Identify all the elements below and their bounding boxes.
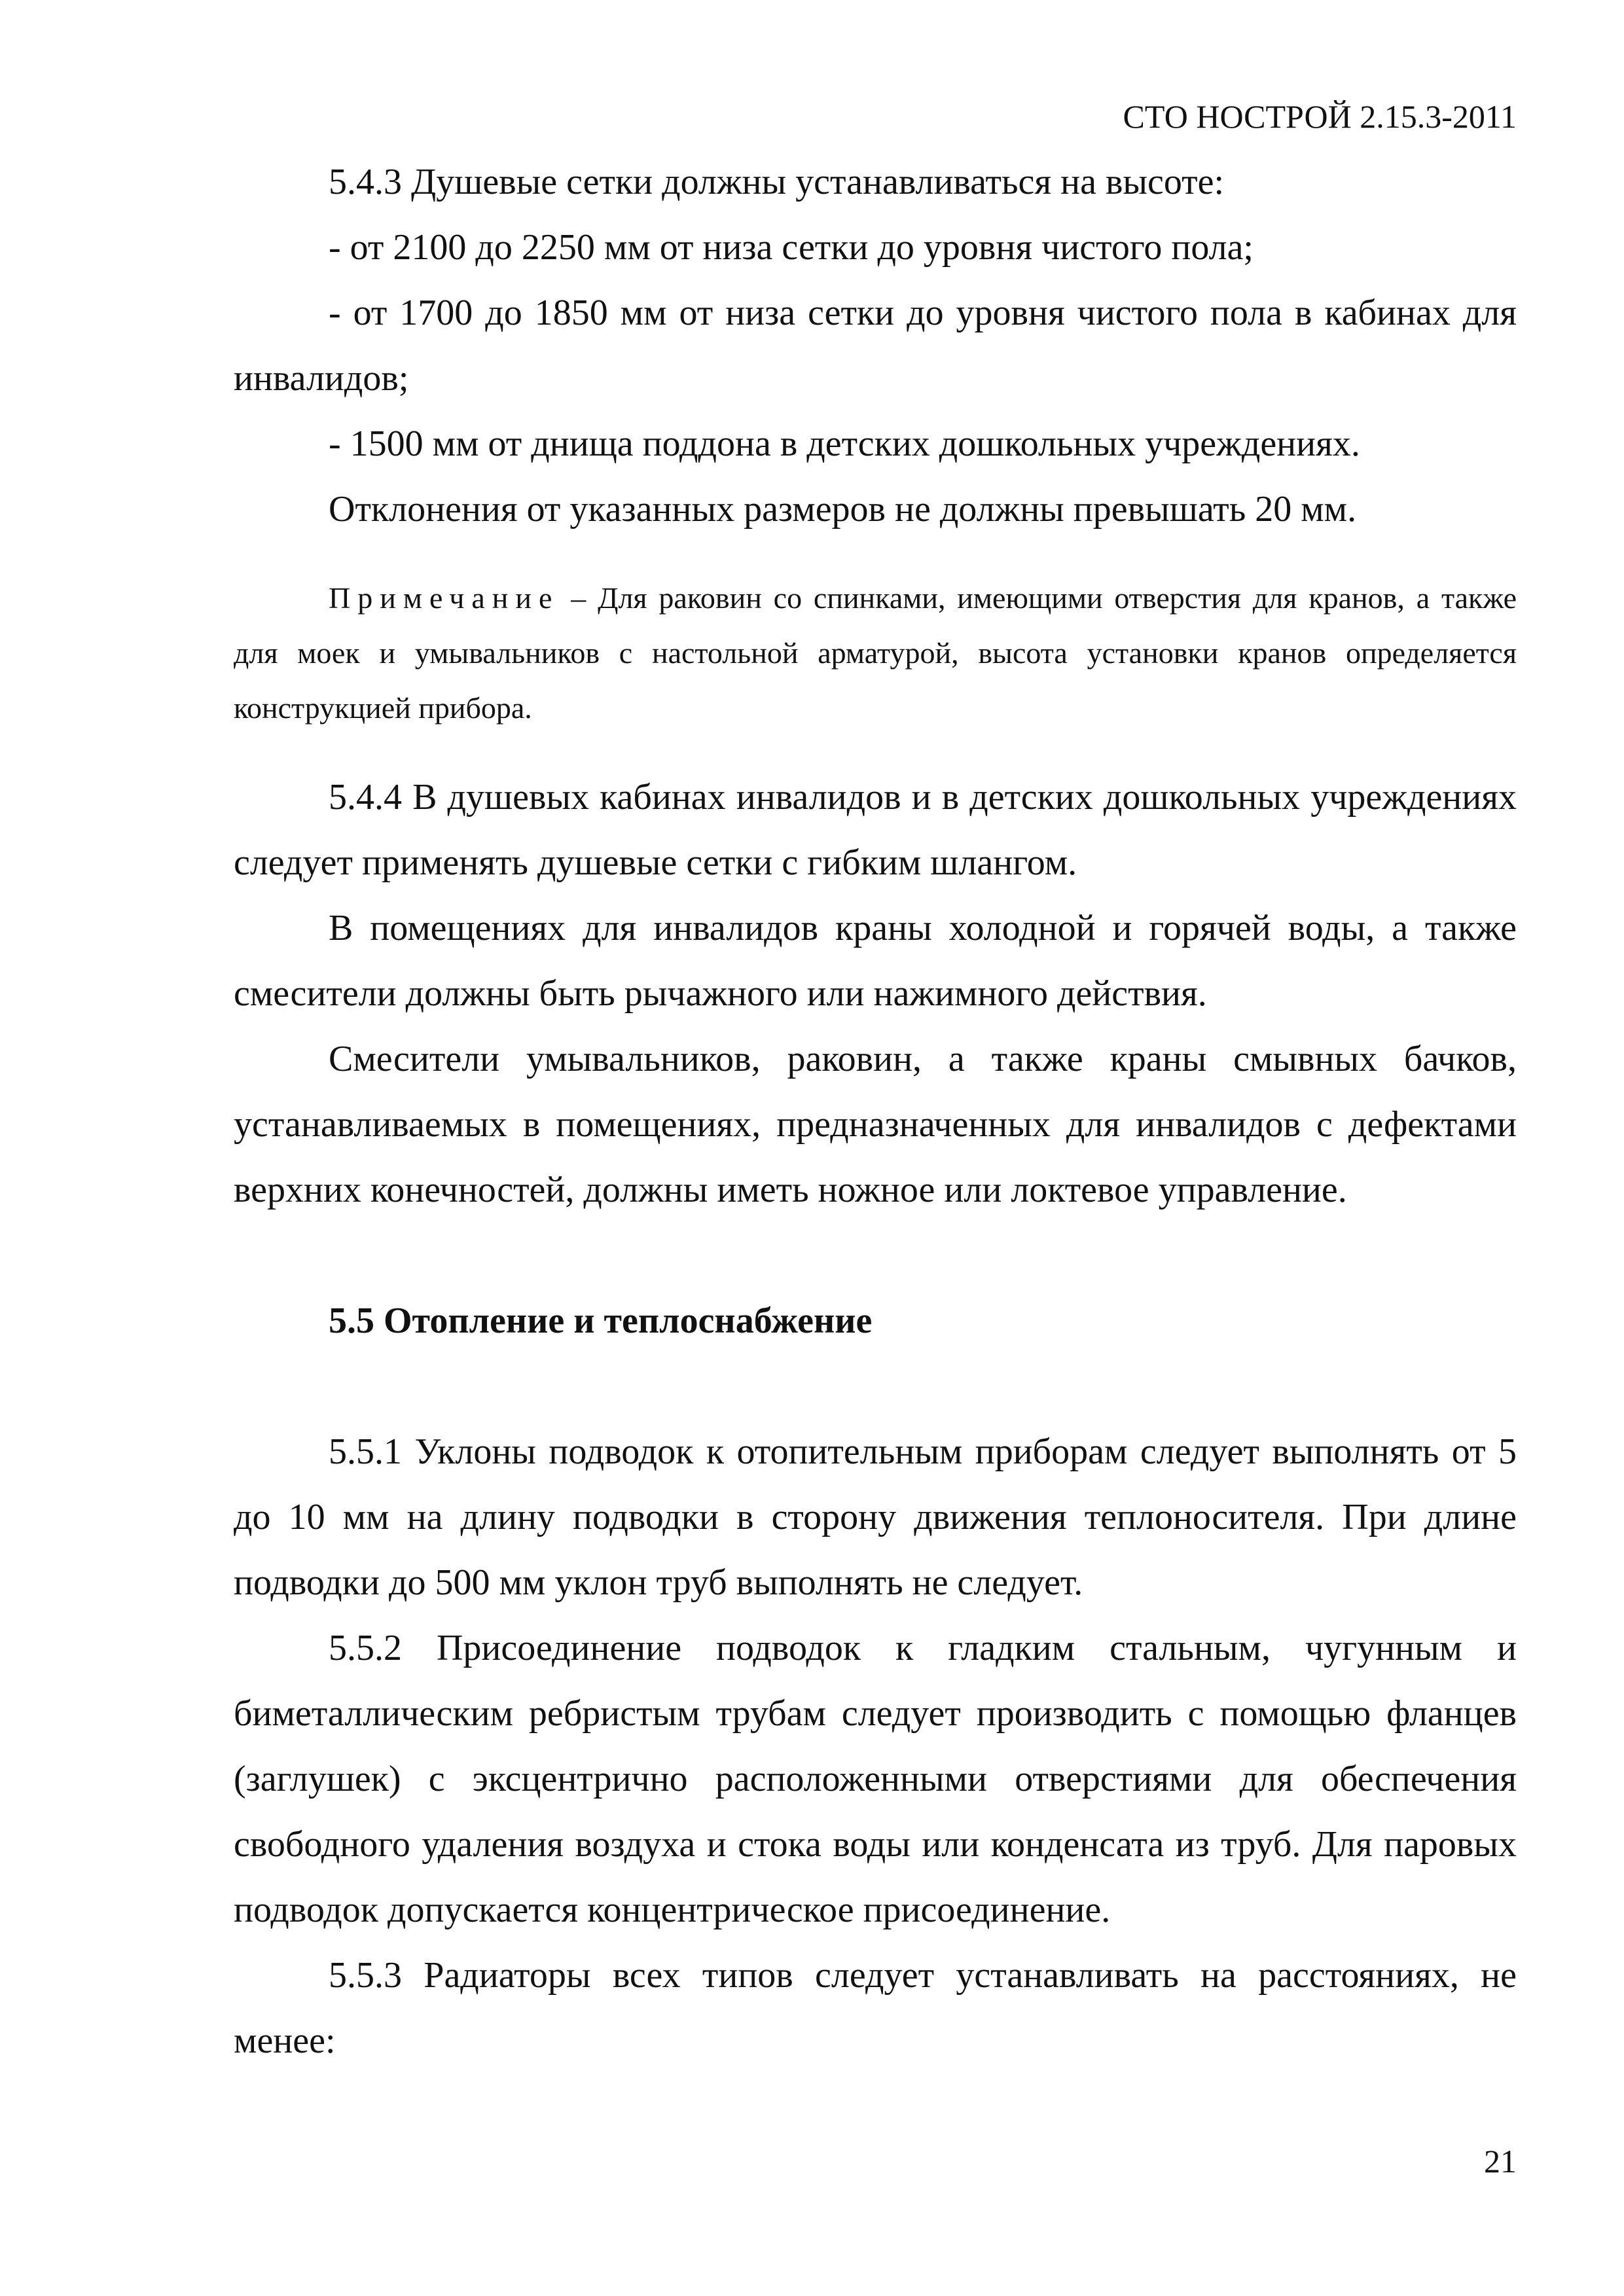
paragraph-5-5-2: 5.5.2 Присоединение подводок к гладким стальным, чугунным и биметаллическим ребристым трубам следует производить с помощью фланцев (заглушек) с эксцентрично расположенными отверстиями для обеспечения свободного удаления воздуха и стока воды или конденсата из труб. Для паровых подводок допускается концентрическое присоединение. (234, 1628, 1517, 1930)
paragraph-5-4-3: 5.4.3 Душевые сетки должны устанавливаться на высоте: (329, 162, 1225, 202)
page-number: 21 (1484, 2143, 1517, 2179)
list-item-height-1: - от 2100 до 2250 мм от низа сетки до уровня чистого пола; (329, 227, 1254, 268)
list-item-height-3: - 1500 мм от днища поддона в детских дошкольных учреждениях. (329, 423, 1360, 464)
page-content (234, 149, 1517, 2073)
paragraph-5-5-3: 5.5.3 Радиаторы всех типов следует устанавливать на расстояниях, не менее: (234, 1955, 1517, 2061)
note-text: – Для раковин со спинками, имеющими отверстия для кранов, а также для моек и умывальников с настольной арматурой, высота установки кранов определяется конструкцией прибора. (234, 581, 1517, 725)
page-header: СТО НОСТРОЙ 2.15.3-2011 (1123, 98, 1517, 135)
list-item-height-2: - от 1700 до 1850 мм от низа сетки до уровня чистого пола в кабинах для инвалидов; (234, 293, 1517, 399)
paragraph-5-4-4: 5.4.4 В душевых кабинах инвалидов и в детских дошкольных учреждениях следует применять душевые сетки с гибким шлангом. (234, 777, 1517, 883)
note-label: Примечание (329, 581, 560, 615)
note (234, 571, 1517, 736)
paragraph-5-4-4-mixers: Смесители умывальников, раковин, а также краны смывных бачков, устанавливаемых в помещениях, предназначенных для инвалидов с дефектами верхних конечностей, должны иметь ножное или локтевое управление. (234, 1039, 1517, 1210)
paragraph-5-4-4-taps: В помещениях для инвалидов краны холодной и горячей воды, а также смесители должны быть рычажного или нажимного действия. (234, 908, 1517, 1014)
paragraph-5-5-1: 5.5.1 Уклоны подводок к отопительным приборам следует выполнять от 5 до 10 мм на длину подводки в сторону движения теплоносителя. При длине подводки до 500 мм уклон труб выполнять не следует. (234, 1431, 1517, 1603)
section-title-5-5: 5.5 Отопление и теплоснабжение (329, 1300, 873, 1341)
paragraph-deviation: Отклонения от указанных размеров не должны превышать 20 мм. (329, 489, 1357, 529)
